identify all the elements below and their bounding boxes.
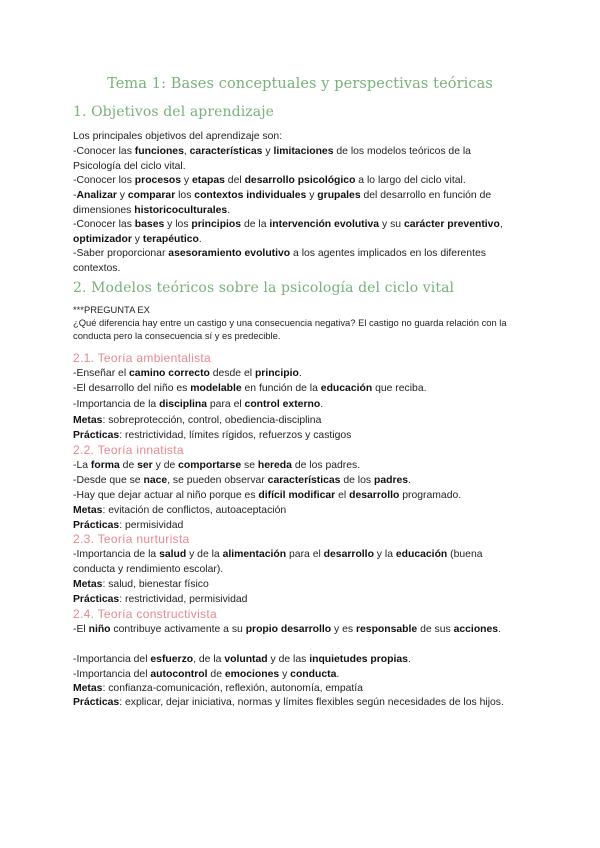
bold-term: modelable — [190, 383, 242, 394]
bold-term: características — [267, 475, 341, 486]
theory-goals: Metas: salud, bienestar físico — [73, 579, 209, 590]
bold-term: bases — [134, 219, 165, 230]
bold-term: carácter preventivo — [403, 219, 500, 230]
section-heading-models: 2. Modelos teóricos sobre la psicología del ciclo vital — [73, 280, 455, 296]
bold-term: niño — [88, 624, 111, 635]
theory-practices: Prácticas: restrictividad, permisividad — [73, 594, 248, 605]
bold-term: responsable — [355, 624, 418, 635]
bold-term: hereda — [257, 460, 292, 471]
bold-term: desarrollo — [349, 490, 400, 501]
bold-term: educación — [320, 383, 373, 394]
bold-term: Prácticas — [73, 520, 120, 531]
bold-term: disciplina — [159, 399, 207, 410]
bold-term: grupales — [317, 190, 361, 201]
exam-question-text: ¿Qué diferencia hay entre un castigo y una consecuencia negativa? El castigo no guarda relación con la conducta pero la consecuencia sí y es predecible. — [73, 317, 507, 341]
bold-term: Prácticas — [73, 430, 120, 441]
bold-term: Metas — [73, 683, 103, 694]
bold-term: camino correcto — [129, 368, 210, 379]
bold-term: optimizador — [73, 233, 132, 245]
bold-term: difícil modificar — [258, 490, 336, 501]
bold-term: inquietudes propias — [309, 654, 408, 665]
bold-term: funciones — [134, 146, 184, 157]
bold-term: acciones — [453, 624, 499, 635]
bold-term: principio — [254, 368, 299, 379]
bold-term: forma — [90, 460, 120, 471]
theory-item: -La forma de ser y de comportarse se hereda de los padres. — [73, 460, 361, 471]
objectives-intro: Los principales objetivos del aprendizaje son: — [73, 131, 283, 142]
subsection-heading: 2.3. Teoría nurturista — [73, 532, 190, 546]
bold-term: asesoramiento evolutivo — [168, 248, 291, 259]
exam-question-tag: ***PREGUNTA EX — [73, 304, 150, 315]
document-title: Tema 1: Bases conceptuales y perspectivas teóricas — [107, 76, 493, 92]
theory-item: -Importancia de la salud y de la alimentación para el desarrollo y la educación (buena conducta y rendimiento escolar). — [73, 549, 483, 575]
bold-term: comportarse — [178, 460, 242, 471]
bold-term: control externo — [244, 399, 321, 410]
bold-term: principios — [191, 219, 242, 230]
bold-term: esfuerzo — [150, 654, 194, 665]
theory-practices: Prácticas: explicar, dejar iniciativa, normas y límites flexibles según necesidades de los hijos. — [73, 697, 504, 708]
subsection-heading: 2.1. Teoría ambientalista — [73, 351, 212, 365]
section-heading-objectives: 1. Objetivos del aprendizaje — [73, 104, 275, 120]
theory-practices: Prácticas: permisividad — [73, 520, 184, 531]
theory-item: -Importancia de la disciplina para el control externo. — [73, 399, 324, 410]
bold-term: voluntad — [224, 654, 268, 665]
bold-term: intervención evolutiva — [269, 219, 380, 230]
subsection-heading: 2.4. Teoría constructivista — [73, 607, 217, 621]
theory-item: -Enseñar el camino correcto desde el principio. — [73, 368, 302, 379]
objective-item: -Saber proporcionar asesoramiento evolutivo a los agentes implicados en los diferentes contextos. — [73, 248, 486, 274]
bold-term: nace — [143, 475, 168, 486]
theory-goals: Metas: confianza-comunicación, reflexión, autonomía, empatía — [73, 683, 363, 694]
objective-item: -Conocer los procesos y etapas del desarrollo psicológico a lo largo del ciclo vital. — [73, 175, 466, 186]
bold-term: limitaciones — [273, 146, 334, 157]
bold-term: conducta — [290, 669, 337, 680]
bold-term: desarrollo psicológico — [244, 175, 356, 186]
bold-term: ser — [137, 460, 153, 471]
bold-term: comparar — [127, 190, 176, 201]
bold-term: educación — [395, 549, 448, 560]
theory-item: -Importancia del esfuerzo, de la voluntad y de las inquietudes propias. — [73, 654, 411, 665]
bold-term: terapéutico — [142, 233, 199, 245]
objective-item: -Conocer las bases y los principios de la intervención evolutiva y su carácter preventivo, optimizador y terapéutico. — [73, 219, 503, 245]
bold-term: Metas — [73, 579, 103, 590]
objective-item: -Conocer las funciones, características y limitaciones de los modelos teóricos de la Psicología del ciclo vital. — [73, 146, 471, 172]
bold-term: padres — [373, 475, 409, 486]
bold-term: procesos — [134, 175, 181, 186]
bold-term: Prácticas — [73, 594, 120, 605]
theory-item: -Hay que dejar actuar al niño porque es difícil modificar el desarrollo programado. — [73, 490, 462, 501]
theory-practices: Prácticas: restrictividad, límites rígidos, refuerzos y castigos — [73, 430, 352, 441]
theory-item: -El desarrollo del niño es modelable en función de la educación que reciba. — [73, 383, 427, 394]
bold-term: autocontrol — [150, 669, 208, 680]
bold-term: alimentación — [222, 549, 287, 560]
bold-term: Prácticas — [73, 697, 120, 708]
bold-term: propio desarrollo — [245, 624, 332, 635]
objective-item: -Analizar y comparar los contextos individuales y grupales del desarrollo en función de dimensiones historicoculturales. — [73, 190, 492, 216]
bold-term: desarrollo — [323, 549, 374, 560]
theory-goals: Metas: evitación de conflictos, autoaceptación — [73, 505, 287, 516]
bold-term: historicoculturales — [134, 204, 228, 216]
bold-term: salud — [159, 549, 187, 560]
bold-term: etapas — [191, 175, 225, 186]
bold-term: Metas — [73, 415, 103, 426]
theory-item: -El niño contribuye activamente a su propio desarrollo y es responsable de sus acciones. — [73, 624, 501, 635]
bold-term: Analizar — [76, 190, 117, 201]
bold-term: características — [189, 146, 263, 157]
theory-item: -Desde que se nace, se pueden observar características de los padres. — [73, 475, 411, 486]
bold-term: emociones — [224, 669, 280, 680]
bold-term: contextos individuales — [194, 190, 307, 201]
theory-goals: Metas: sobreprotección, control, obediencia-disciplina — [73, 415, 322, 426]
theory-item: -Importancia del autocontrol de emociones y conducta. — [73, 669, 340, 680]
bold-term: Metas — [73, 505, 103, 516]
subsection-heading: 2.2. Teoría innatista — [73, 443, 184, 457]
